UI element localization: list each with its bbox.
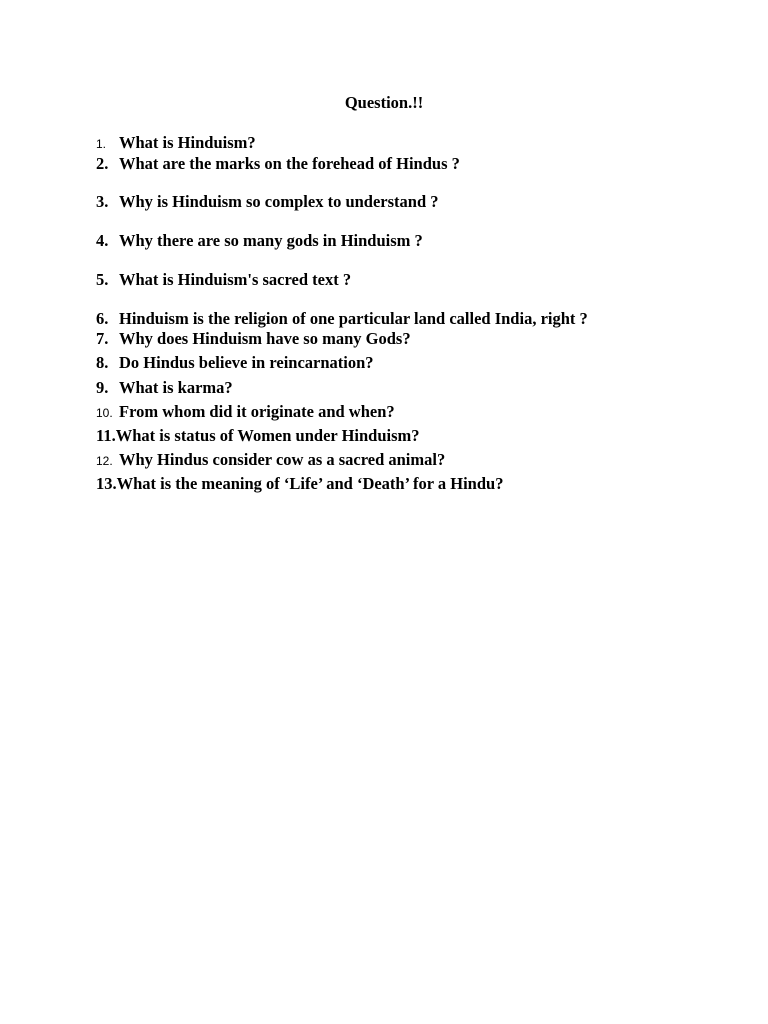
- question-number: 1.: [96, 137, 107, 151]
- question-text: Hinduism is the religion of one particular land called India, right ?: [119, 309, 588, 328]
- question-item: [96, 426, 420, 446]
- question-number: 4.: [96, 231, 109, 250]
- question-item: [96, 450, 445, 470]
- question-number: 8.: [96, 353, 109, 372]
- question-text: Why Hindus consider cow as a sacred animal?: [119, 450, 446, 469]
- question-text: What is Hinduism?: [119, 133, 256, 152]
- question-item: [96, 402, 395, 422]
- question-text: Why is Hinduism so complex to understand ?: [119, 192, 439, 211]
- question-text: Why there are so many gods in Hinduism ?: [119, 231, 423, 250]
- question-number: 13.: [96, 474, 117, 493]
- question-number: 2.: [96, 154, 109, 173]
- question-text: What is the meaning of ‘Life’ and ‘Death’ for a Hindu?: [116, 474, 504, 493]
- question-text: Why does Hinduism have so many Gods?: [119, 329, 411, 348]
- question-item: [96, 133, 256, 153]
- question-number: 6.: [96, 309, 109, 328]
- page-title: Question.!!: [344, 93, 424, 112]
- question-text: What is Hinduism's sacred text ?: [119, 270, 352, 289]
- question-item: [96, 192, 439, 212]
- question-number: 3.: [96, 192, 109, 211]
- question-number: 11.: [96, 426, 116, 445]
- question-number: 12.: [96, 454, 113, 468]
- question-item: [96, 353, 374, 373]
- question-number: 9.: [96, 378, 109, 397]
- question-item: [96, 231, 423, 251]
- question-text: What is karma?: [119, 378, 233, 397]
- question-number: 7.: [96, 329, 109, 348]
- question-item: [96, 154, 460, 174]
- question-item: [96, 329, 411, 349]
- question-number: 10.: [96, 406, 113, 420]
- question-item: [96, 474, 503, 494]
- question-text: Do Hindus believe in reincarnation?: [119, 353, 374, 372]
- question-text: From whom did it originate and when?: [119, 402, 395, 421]
- question-number: 5.: [96, 270, 109, 289]
- question-item: [96, 309, 588, 329]
- question-text: What is status of Women under Hinduism?: [115, 426, 420, 445]
- question-text: What are the marks on the forehead of Hindus ?: [119, 154, 460, 173]
- question-item: [96, 270, 351, 290]
- question-item: [96, 378, 233, 398]
